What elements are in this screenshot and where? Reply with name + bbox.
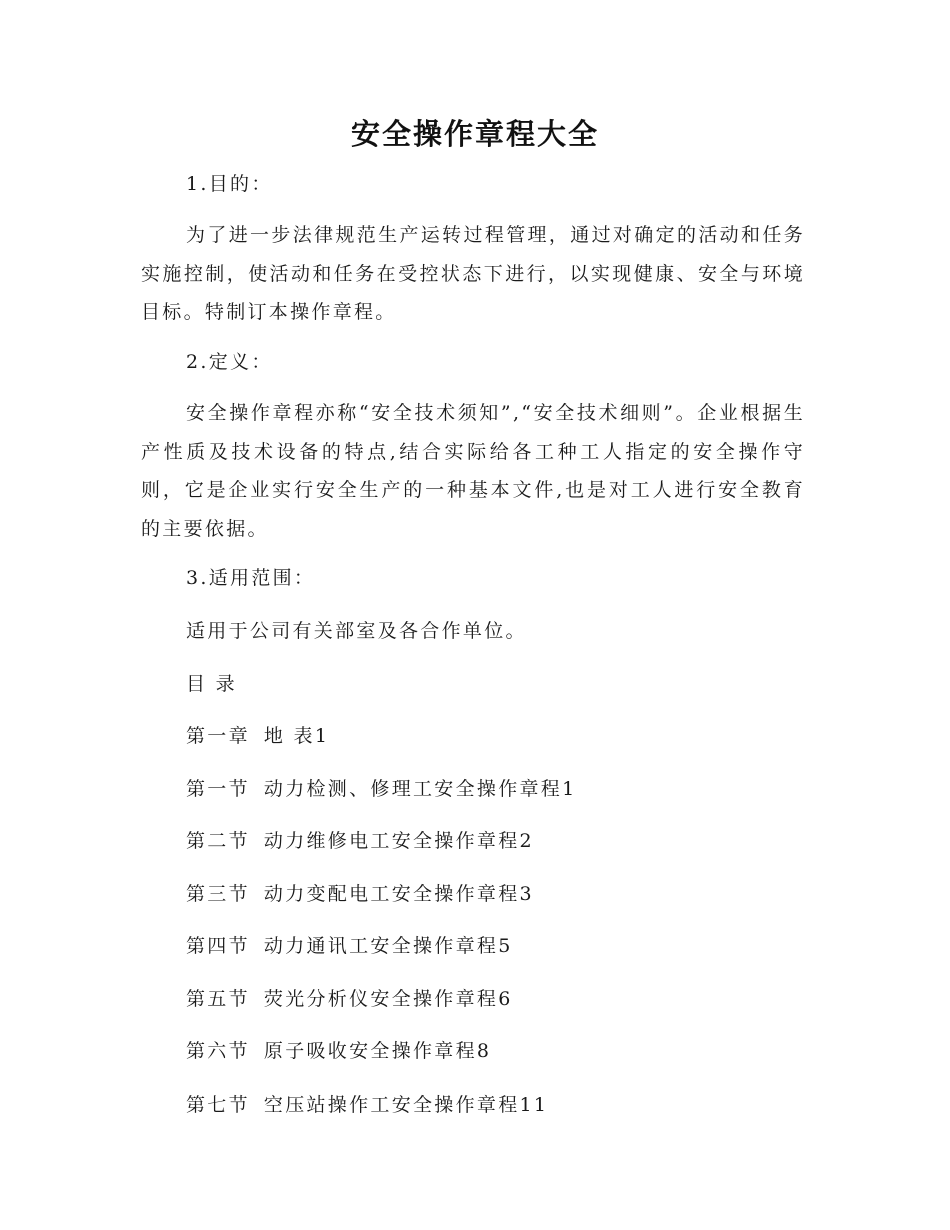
section-heading-definition: 2.定义： — [186, 351, 273, 373]
toc-entry[interactable] — [186, 724, 329, 748]
toc-entry-text: 动力维修电工安全操作章程2 — [263, 830, 534, 852]
toc-entry[interactable] — [186, 882, 534, 906]
toc-entry[interactable] — [186, 987, 513, 1011]
page-title: 安全操作章程大全 — [350, 117, 599, 151]
toc-entry-text: 动力通讯工安全操作章程5 — [263, 935, 513, 957]
toc-entry-label: 第六节 — [186, 1040, 250, 1062]
toc-entry-text: 荧光分析仪安全操作章程6 — [263, 988, 513, 1010]
toc-entry[interactable] — [186, 777, 577, 801]
toc-entry-text: 动力变配电工安全操作章程3 — [263, 883, 534, 905]
toc-entry[interactable] — [186, 934, 513, 958]
toc-entry-label: 第五节 — [186, 988, 250, 1010]
section-heading-purpose: 1.目的： — [186, 173, 273, 195]
section-body-scope: 适用于公司有关部室及各合作单位。 — [186, 620, 527, 642]
toc-entry-text: 动力检测、修理工安全操作章程1 — [263, 778, 577, 800]
toc-entry-label: 第二节 — [186, 830, 250, 852]
toc-entry-text: 原子吸收安全操作章程8 — [263, 1040, 492, 1062]
section-body-definition: 安全操作章程亦称“安全技术须知”,“安全技术细则”。企业根据生产性质及技术设备的特点,结合实际给各工种工人指定的安全操作守则，它是企业实行安全生产的一种基本文件,也是对工人进行安全教育的主要依据。 — [141, 402, 805, 540]
toc-entry-label: 第三节 — [186, 883, 250, 905]
toc-heading: 目 录 — [186, 673, 237, 695]
toc-entry[interactable] — [186, 1039, 491, 1063]
toc-entry-text: 地 表1 — [263, 725, 330, 747]
toc-entry[interactable] — [186, 1093, 548, 1117]
toc-entry-label: 第七节 — [186, 1094, 250, 1116]
toc-entry-label: 第一章 — [186, 725, 250, 747]
section-heading-scope: 3.适用范围： — [186, 567, 316, 589]
toc-entry-text: 空压站操作工安全操作章程11 — [263, 1094, 549, 1116]
toc-entry[interactable] — [186, 829, 534, 853]
toc-entry-label: 第一节 — [186, 778, 250, 800]
toc-entry-label: 第四节 — [186, 935, 250, 957]
section-body-purpose: 为了进一步法律规范生产运转过程管理，通过对确定的活动和任务实施控制，使活动和任务在受控状态下进行，以实现健康、安全与环境目标。特制订本操作章程。 — [141, 224, 805, 323]
